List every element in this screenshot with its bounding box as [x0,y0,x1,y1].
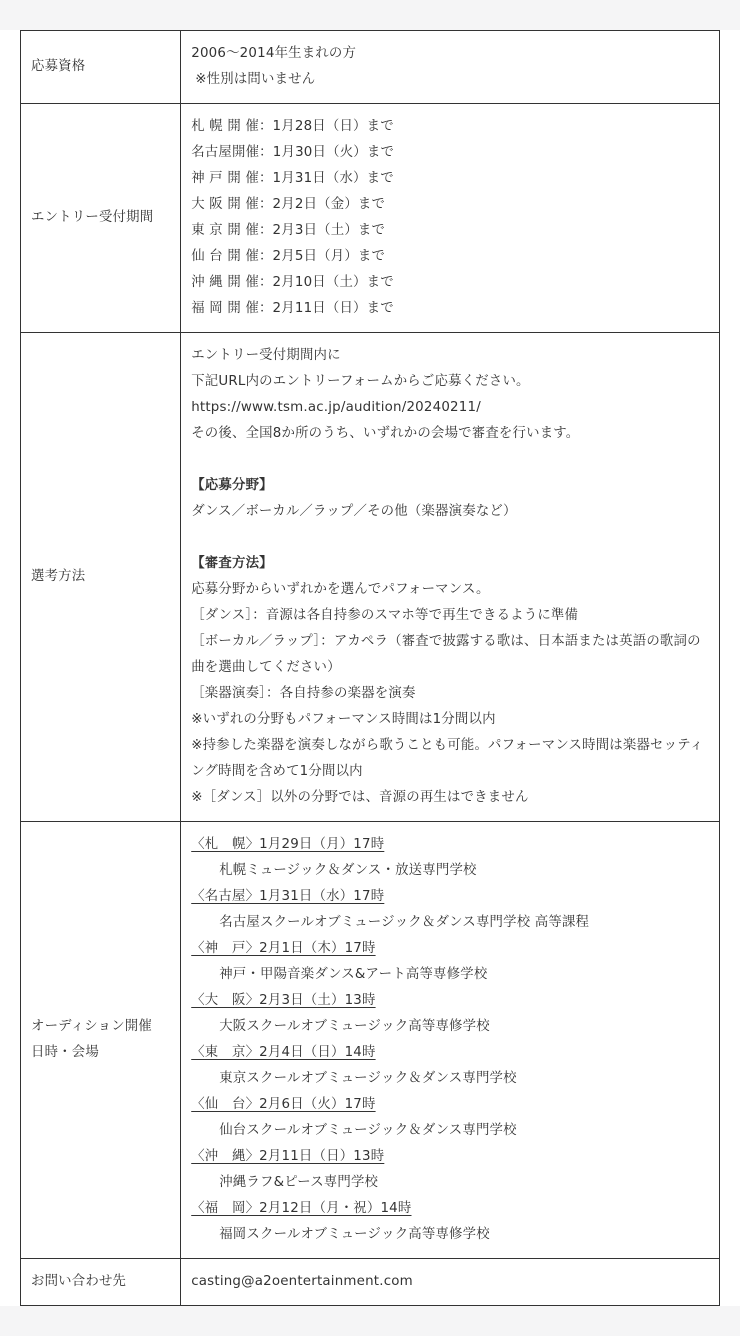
audition-schedule-label [21,822,181,1259]
field-text: ダンス／ボーカル／ラップ／その他（楽器演奏など） [191,504,517,519]
entry-deadline-fukuoka: 福 岡 開 催：2月11日（日）まで [191,301,394,316]
venue-name-okinawa: 沖縄ラフ&ピース専門学校 [219,1175,379,1190]
selection-intro-line: その後、全国8か所のうち、いずれかの会場で審査を行います。 [191,426,580,441]
venue-datetime-osaka[interactable]: 〈大 阪〉2月3日（土）13時 [191,993,376,1008]
spacer [191,447,709,473]
method-line: ［ダンス］：音源は各自持参のスマホ等で再生できるように準備 [191,608,579,623]
venue-datetime-tokyo[interactable]: 〈東 京〉2月4日（日）14時 [191,1045,376,1060]
venue-datetime-kobe[interactable]: 〈神 戸〉2月1日（木）17時 [191,941,376,956]
table-row-contact [21,1259,720,1306]
spacer [191,525,709,551]
eligibility-line: 2006～2014年生まれの方 [191,46,357,61]
venue-name-fukuoka: 福岡スクールオブミュージック高等専修学校 [219,1227,490,1242]
venue-datetime-nagoya[interactable]: 〈名古屋〉1月31日（水）17時 [191,889,385,904]
entry-deadline-sapporo: 札 幌 開 催：1月28日（日）まで [191,119,394,134]
eligibility-value [181,31,720,104]
table-row-eligibility [21,31,720,104]
selection-method-label: 選考方法 [21,333,181,822]
venue-datetime-okinawa[interactable]: 〈沖 縄〉2月11日（日）13時 [191,1149,385,1164]
table-row-audition-schedule [21,822,720,1259]
method-line: ※いずれの分野もパフォーマンス時間は1分間以内 [191,712,496,727]
method-line: ※持参した楽器を演奏しながら歌うことも可能。パフォーマンス時間は楽器セッティング時間を含めて1分間以内 [191,738,704,779]
table-row-selection-method [21,333,720,822]
selection-method-value [181,333,720,822]
eligibility-label: 応募資格 [21,31,181,104]
selection-intro-line: 下記URL内のエントリーフォームからご応募ください。 [191,374,530,389]
method-line: ※［ダンス］以外の分野では、音源の再生はできません [191,790,529,805]
venue-name-sendai: 仙台スクールオブミュージック＆ダンス専門学校 [219,1123,517,1138]
entry-period-value [181,104,720,333]
venue-datetime-fukuoka[interactable]: 〈福 岡〉2月12日（月・祝）14時 [191,1201,412,1216]
field-heading: 【応募分野】 [191,478,273,493]
entry-deadline-okinawa: 沖 縄 開 催：2月10日（土）まで [191,275,394,290]
entry-deadline-sendai: 仙 台 開 催：2月5日（月）まで [191,249,386,264]
selection-intro-line: エントリー受付期間内に [191,348,341,363]
entry-url[interactable]: https://www.tsm.ac.jp/audition/20240211/ [191,400,481,415]
audition-schedule-value [181,822,720,1259]
entry-deadline-tokyo: 東 京 開 催：2月3日（土）まで [191,223,386,238]
entry-deadline-nagoya: 名古屋開催：1月30日（火）まで [191,145,395,160]
venue-datetime-sendai[interactable]: 〈仙 台〉2月6日（火）17時 [191,1097,376,1112]
entry-deadline-kobe: 神 戸 開 催：1月31日（水）まで [191,171,394,186]
venue-datetime-sapporo[interactable]: 〈札 幌〉1月29日（月）17時 [191,837,385,852]
method-line: ［ボーカル／ラップ］：アカペラ（審査で披露する歌は、日本語または英語の歌詞の曲を選曲してください） [191,634,701,675]
venue-name-nagoya: 名古屋スクールオブミュージック＆ダンス専門学校 高等課程 [219,915,590,930]
contact-email[interactable]: casting@a2oentertainment.com [181,1259,720,1306]
venue-name-sapporo: 札幌ミュージック＆ダンス・放送専門学校 [219,863,477,878]
entry-period-label: エントリー受付期間 [21,104,181,333]
entry-deadline-osaka: 大 阪 開 催：2月2日（金）まで [191,197,386,212]
page [0,30,740,1306]
method-line: 応募分野からいずれかを選んでパフォーマンス。 [191,582,490,597]
contact-label: お問い合わせ先 [21,1259,181,1306]
eligibility-line: ※性別は問いません [195,72,316,87]
method-heading: 【審査方法】 [191,556,273,571]
table-row-entry-period [21,104,720,333]
venue-name-osaka: 大阪スクールオブミュージック高等専修学校 [219,1019,490,1034]
audition-schedule-label-line: 日時・会場 [31,1045,99,1060]
venue-name-tokyo: 東京スクールオブミュージック＆ダンス専門学校 [219,1071,517,1086]
audition-schedule-label-line: オーディション開催 [31,1019,152,1034]
venue-name-kobe: 神戸・甲陽音楽ダンス&アート高等専修学校 [219,967,488,982]
audition-info-table [20,30,720,1306]
method-line: ［楽器演奏］：各自持参の楽器を演奏 [191,686,416,701]
